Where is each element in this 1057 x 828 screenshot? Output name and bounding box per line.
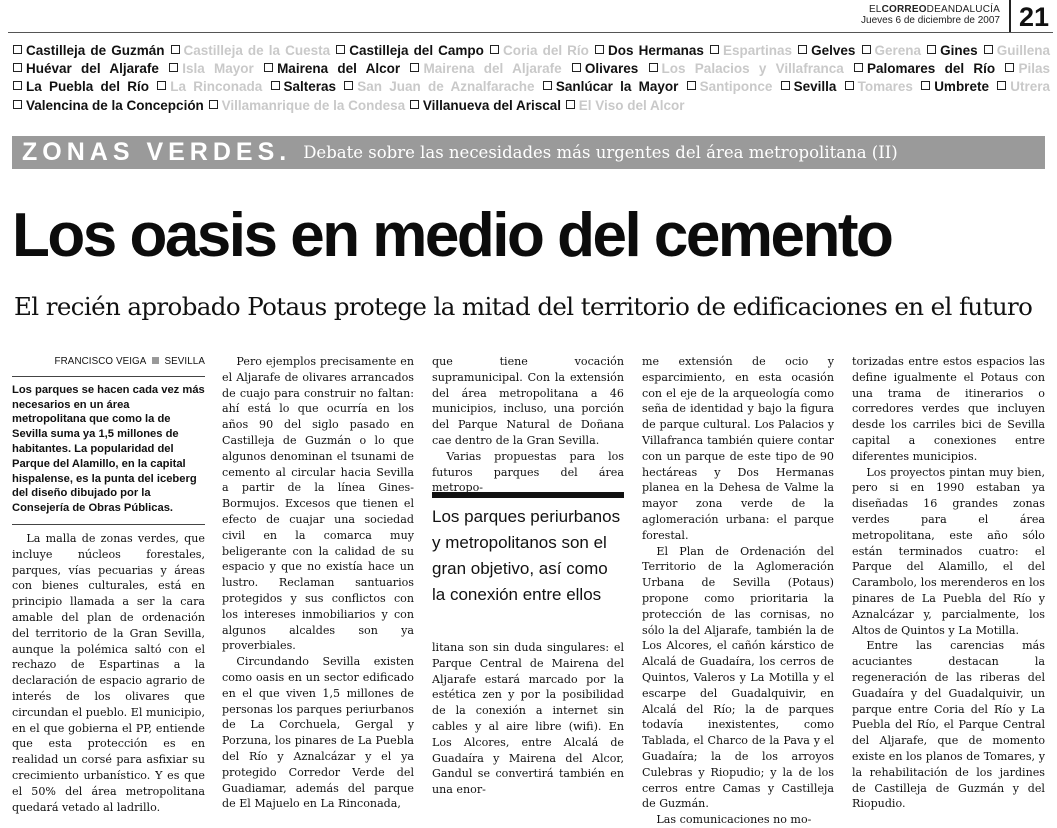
municipality-name: Gerena: [874, 43, 922, 58]
body-paragraph: Los proyectos pintan muy bien, pero si en 1990 estaban ya diseñadas 16 grandes zonas verdes para el área metropolitana, este año sólo están terminados cuatro: el Parque del Alamillo, el del Carambolo, los merenderos en los pinares de La Puebla del Río y Aznalcázar y, parcialmente, los Altos de Quintos y La Motilla.: [852, 465, 1045, 637]
pull-quote-text: Los parques periurbanos y metropolitanos son el gran objetivo, así como la conexión entre ellos: [432, 507, 621, 604]
bullet-square-icon: [13, 45, 22, 54]
bullet-square-icon: [169, 63, 178, 72]
bullet-square-icon: [687, 81, 696, 90]
municipality-list: [12, 42, 1050, 116]
municipality-item: [542, 79, 679, 94]
municipality-name: Umbrete: [934, 79, 989, 95]
headline: Los oasis en medio del cemento: [12, 201, 892, 270]
municipality-item: [208, 98, 406, 113]
municipality-name: Santiponce: [699, 79, 773, 95]
municipality-item: [797, 43, 855, 58]
pull-quote: [432, 492, 624, 616]
municipality-item: [920, 79, 989, 94]
bullet-square-icon: [566, 100, 575, 109]
body-paragraph: que tiene vocación supramunicipal. Con la extensión del área metropolitana a 46 municipios, incluso, una porción del Parque Natural de Doñana cae dentro de la Gran Sevilla.: [432, 355, 624, 447]
municipality-name: Castilleja de la Cuesta: [183, 43, 331, 58]
column-5: [852, 354, 1045, 812]
municipality-item: [926, 43, 978, 58]
municipality-name: Isla Mayor: [182, 61, 254, 77]
column-3-top: [432, 354, 624, 496]
page-number: 21: [1009, 0, 1057, 32]
municipality-name: Los Palacios y Villafranca: [661, 61, 844, 77]
municipality-item: [12, 61, 159, 76]
municipality-item: [780, 79, 837, 94]
section-kicker: ZONAS VERDES.: [22, 138, 292, 166]
municipality-item: [861, 43, 922, 58]
municipality-item: [853, 61, 995, 76]
bullet-square-icon: [997, 81, 1006, 90]
municipality-item: [12, 43, 164, 58]
municipality-name: Pilas: [1018, 61, 1050, 77]
municipality-item: [489, 43, 589, 58]
column-2: [222, 354, 414, 812]
column-1-body: [12, 531, 205, 815]
municipality-name: Castilleja de Guzmán: [26, 43, 165, 58]
bullet-square-icon: [264, 63, 273, 72]
municipality-name: Palomares del Río: [867, 61, 996, 77]
municipality-name: El Viso del Alcor: [578, 97, 685, 113]
municipality-name: San Juan de Aznalfarache: [357, 79, 535, 95]
bullet-square-icon: [854, 63, 863, 72]
body-paragraph: me extensión de ocio y esparcimiento, en esta ocasión con el eje de la arqueología como seña de identidad y bajo la figura de parque cultural. Los Palacios y Villafranca también quiere contar con un parque de este tipo de 90 hectáreas y Dos Hermanas planea en la Dehesa de Valme la mayor zona verde de la aglomeración urbana: el parque forestal.: [642, 355, 834, 542]
subheadline: El recién aprobado Potaus protege la mitad del territorio de edificaciones en el futuro: [14, 292, 1033, 321]
bullet-square-icon: [543, 81, 552, 90]
dateline-location: SEVILLA: [164, 356, 205, 367]
bullet-square-icon: [271, 81, 280, 90]
municipality-item: [565, 98, 685, 113]
bullet-square-icon: [572, 63, 581, 72]
bullet-square-icon: [862, 45, 871, 54]
municipality-item: [709, 43, 792, 58]
municipality-name: Salteras: [283, 79, 337, 95]
municipality-item: [409, 61, 561, 76]
bullet-square-icon: [1005, 63, 1014, 72]
municipality-name: Mairena del Alcor: [277, 61, 401, 77]
body-paragraph: Circundando Sevilla existen como oasis en un sector edificado en el que viven 1,5 millones de personas los parques periurbanos de La Corchuela, Gergal y Porzuna, los pinares de La Puebla del Río y Aznalcázar y el ya protegido Corredor Verde del Guadiamar, además del parque de El Majuelo en La Rinconada,: [222, 655, 414, 811]
bullet-square-icon: [921, 81, 930, 90]
municipality-name: La Puebla del Río: [26, 79, 149, 95]
municipality-name: Huévar del Aljarafe: [26, 61, 159, 77]
header-rule: [8, 32, 1053, 33]
bullet-square-icon: [410, 100, 419, 109]
lead-paragraph: Los parques se hacen cada vez más necesarios en un área metropolitana que como la de Sevilla suma ya 1,5 millones de habitantes. La popularidad del Parque del Alamillo, en la capital hispalense, es la punta del iceberg del diseño dibujado por la Consejería de Obras Públicas.: [12, 383, 205, 525]
bullet-square-icon: [649, 63, 658, 72]
municipality-name: Olivares: [584, 61, 639, 77]
column-3-top-body: [432, 354, 624, 496]
municipality-item: [409, 98, 561, 113]
municipality-item: [270, 79, 337, 94]
municipality-item: [12, 79, 149, 94]
municipality-item: [156, 79, 262, 94]
section-bar: [12, 136, 1045, 169]
municipality-name: Coria del Río: [503, 43, 589, 58]
municipality-item: [571, 61, 638, 76]
municipality-name: Tomares: [857, 79, 913, 95]
municipality-name: Espartinas: [722, 43, 793, 58]
municipality-name: Utrera: [1010, 79, 1050, 95]
bullet-square-icon: [13, 100, 22, 109]
municipality-item: [996, 79, 1050, 94]
issue-date: Jueves 6 de diciembre de 2007: [861, 15, 1000, 26]
municipality-item: [1004, 61, 1050, 76]
bullet-square-icon: [336, 45, 345, 54]
newspaper-name: ELCORREODEANDALUCÍA: [868, 4, 1000, 15]
column-4-body: [642, 354, 834, 828]
municipality-name: Dos Hermanas: [608, 43, 704, 58]
column-1: [12, 354, 205, 815]
body-paragraph: torizadas entre estos espacios las define igualmente el Potaus con una trama de itinerarios o corredores verdes que incluyen desde los carriles bici de Sevilla capital a conexiones entre diferentes municipios.: [852, 355, 1045, 463]
municipality-name: Guillena: [996, 43, 1050, 58]
municipality-name: Villanueva del Ariscal: [422, 97, 561, 113]
bullet-square-icon: [157, 81, 166, 90]
bullet-square-icon: [344, 81, 353, 90]
byline-separator: [152, 357, 159, 364]
column-3-bottom-body: [432, 640, 624, 798]
bullet-square-icon: [171, 45, 180, 54]
municipality-item: [168, 61, 254, 76]
section-subtitle: Debate sobre las necesidades más urgentes del área metropolitana (II): [303, 143, 898, 162]
municipality-item: [335, 43, 484, 58]
body-paragraph: El Plan de Ordenación del Territorio de la Aglomeración Urbana de Sevilla (Potaus) propone como prioritaria la protección de las cornisas, no sólo la del Aljarafe, también la de Los Alcores, el cañón kárstico de Alcalá de Guadaíra, los cerros de Quintos, Valeros y La Motilla y el escarpe del Guadalquivir, en Alcalá del Río; la de parques todavía inexistentes, como Tablada, el Charco de la Pava y el Guadaíra; la de los arroyos Culebras y Riopudio; y la de los cerros entre Camas y Castilleja de Guzmán.: [642, 544, 834, 811]
author: FRANCISCO VEIGA: [54, 356, 146, 367]
municipality-name: Mairena del Aljarafe: [423, 61, 562, 77]
column-2-body: [222, 354, 414, 812]
bullet-square-icon: [13, 63, 22, 72]
bullet-square-icon: [845, 81, 854, 90]
municipality-item: [594, 43, 704, 58]
municipality-item: [686, 79, 773, 94]
municipality-item: [648, 61, 844, 76]
municipality-name: Castilleja del Campo: [349, 43, 484, 58]
municipality-name: Villamanrique de la Condesa: [221, 97, 406, 113]
municipality-item: [343, 79, 534, 94]
municipality-item: [263, 61, 400, 76]
bullet-square-icon: [490, 45, 499, 54]
bullet-square-icon: [595, 45, 604, 54]
bullet-square-icon: [13, 81, 22, 90]
municipality-name: Sevilla: [793, 79, 837, 95]
body-paragraph: Pero ejemplos precisamente en el Aljarafe de olivares arrancados de cuajo para construir no faltan: ahí está lo que ocurría en los años 90 del siglo pasado en Castilleja de Guzmán o lo que algunos denominan el tsunami de cemento al circular hacia Sevilla a partir de la línea Gines-Bormujos. Excesos que tienen el efecto de cuajar una sociedad civil en la comarca muy beligerante con la calidad de su espacio y que no existía hace un lustro. Reclaman santuarios protegidos y sus conflictos con los intereses inmobiliarios y con algunos alcaldes son ya proverbiales.: [222, 355, 414, 653]
byline: [12, 354, 205, 377]
municipality-name: Valencina de la Concepción: [26, 97, 204, 113]
bullet-square-icon: [927, 45, 936, 54]
municipality-name: Gines: [940, 43, 978, 58]
bullet-square-icon: [984, 45, 993, 54]
masthead: [850, 4, 1000, 26]
municipality-name: Gelves: [811, 43, 856, 58]
column-4: [642, 354, 834, 828]
body-paragraph: La malla de zonas verdes, que incluye núcleos forestales, parques, vías pecuarias y áreas con bienes culturales, está en principio llamada a ser la cara amable del plan de ordenación del territorio de la Gran Sevilla, aunque la polémica saltó con el rechazo de Espartinas a la declaración de espacio agrario de interés de los olivares que circundan el pueblo. El municipio, en el que gobierna el PP, entiende que esta protección es en realidad un corsé para asfixiar su crecimiento urbanístico. Y es que el 50% del área metropolitana quedará vetado al ladrillo.: [12, 531, 205, 814]
bullet-square-icon: [781, 81, 790, 90]
municipality-name: Sanlúcar la Mayor: [555, 79, 679, 95]
column-3-bottom: [432, 640, 624, 798]
body-paragraph: litana son sin duda singulares: el Parque Central de Mairena del Aljarafe estará marcado por la estética zen y por la posibilidad de la conexión a internet sin cables y al aire libre (wifi). En Los Alcores, entre Alcalá de Guadaíra y Mairena del Alcor, Gandul se convertirá también en una enor-: [432, 641, 624, 797]
municipality-item: [170, 43, 331, 58]
bullet-square-icon: [798, 45, 807, 54]
municipality-item: [844, 79, 913, 94]
municipality-name: La Rinconada: [170, 79, 263, 95]
body-paragraph: Las comunicaciones no mo-: [656, 813, 812, 827]
municipality-item: [12, 98, 204, 113]
body-paragraph: Varias propuestas para los futuros parques del área metropo-: [432, 449, 624, 495]
body-paragraph: Entre las carencias más acuciantes destacan la regeneración de las riberas del Guadaíra y del Guadalquivir, un parque entre Coria del Río y La Puebla del Río, el Parque Central del Aljarafe, que de momento existe en los planos de Tomares, y la rehabilitación de los jardines de Castilleja de Guzmán y del Riopudio.: [852, 639, 1045, 811]
column-5-body: [852, 354, 1045, 812]
bullet-square-icon: [710, 45, 719, 54]
bullet-square-icon: [410, 63, 419, 72]
municipality-item: [983, 43, 1050, 58]
bullet-square-icon: [209, 100, 218, 109]
